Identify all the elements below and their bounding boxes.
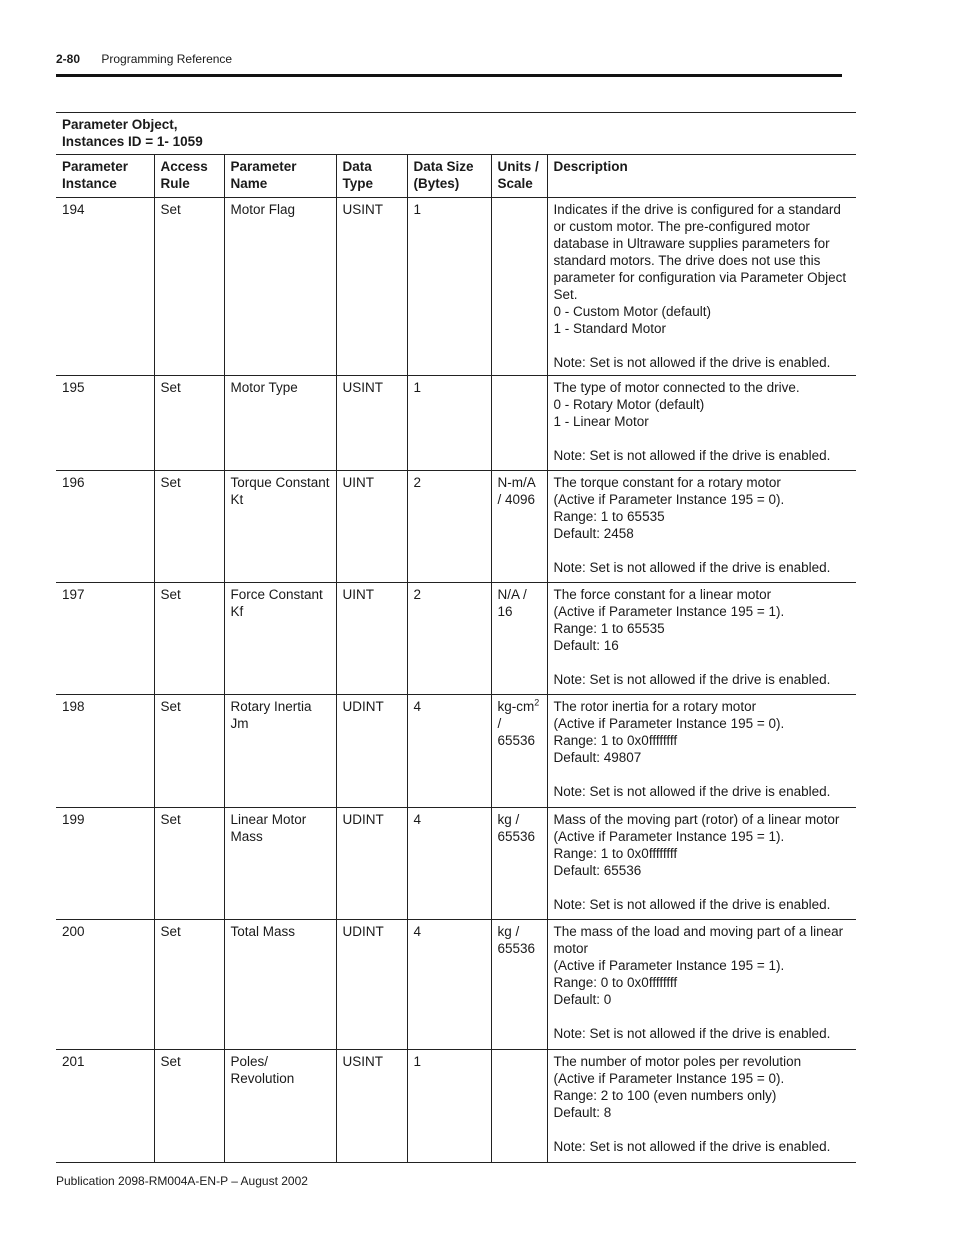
cell-units-scale bbox=[491, 376, 547, 471]
cell-units-scale bbox=[491, 583, 547, 695]
description-line bbox=[554, 1008, 852, 1025]
cell-units-scale bbox=[491, 471, 547, 583]
description-line: Mass of the moving part (rotor) of a linear motor bbox=[553, 812, 840, 827]
cell-parameter-name: Motor Flag bbox=[224, 198, 336, 376]
cell-instance: 200 bbox=[56, 920, 154, 1050]
cell-parameter-name: Motor Type bbox=[224, 376, 336, 471]
cell-description bbox=[547, 920, 856, 1050]
page-header bbox=[56, 52, 232, 66]
cell-data-size: 1 bbox=[407, 198, 491, 376]
cell-instance: 197 bbox=[56, 583, 154, 695]
cell-data-type: UDINT bbox=[336, 808, 407, 920]
cell-description bbox=[547, 695, 856, 808]
cell-data-size: 1 bbox=[407, 1050, 491, 1163]
description-line bbox=[554, 766, 852, 783]
units-superscript: 2 bbox=[534, 697, 540, 708]
table-row bbox=[56, 376, 856, 471]
description-line: Note: Set is not allowed if the drive is enabled. bbox=[553, 355, 831, 370]
table-row bbox=[56, 471, 856, 583]
cell-data-size: 2 bbox=[407, 583, 491, 695]
cell-units-scale bbox=[491, 1050, 547, 1163]
cell-description bbox=[547, 808, 856, 920]
section-title: Programming Reference bbox=[101, 52, 233, 66]
header-rule bbox=[56, 74, 842, 77]
cell-data-size: 4 bbox=[407, 808, 491, 920]
description-line: Default: 16 bbox=[553, 638, 619, 653]
column-header-access: Access Rule bbox=[154, 155, 224, 198]
cell-data-type: USINT bbox=[336, 376, 407, 471]
cell-instance: 195 bbox=[56, 376, 154, 471]
cell-access-rule: Set bbox=[154, 376, 224, 471]
description-line: Note: Set is not allowed if the drive is enabled. bbox=[553, 897, 831, 912]
description-line: Range: 1 to 65535 bbox=[553, 509, 665, 524]
cell-access-rule: Set bbox=[154, 1050, 224, 1163]
description-line: Note: Set is not allowed if the drive is enabled. bbox=[553, 784, 831, 799]
description-line: Default: 65536 bbox=[553, 863, 642, 878]
description-line: Note: Set is not allowed if the drive is enabled. bbox=[553, 448, 831, 463]
description-line: 0 - Rotary Motor (default) bbox=[553, 397, 705, 412]
table-caption bbox=[56, 113, 856, 155]
description-line: The type of motor connected to the drive. bbox=[553, 380, 800, 395]
cell-description bbox=[547, 583, 856, 695]
description-line: Range: 1 to 0x0ffffffff bbox=[553, 733, 678, 748]
parameter-table bbox=[56, 112, 856, 1163]
description-line: Note: Set is not allowed if the drive is enabled. bbox=[553, 672, 831, 687]
cell-data-size: 4 bbox=[407, 695, 491, 808]
table-row bbox=[56, 198, 856, 376]
description-line bbox=[554, 430, 852, 447]
cell-data-type: USINT bbox=[336, 1050, 407, 1163]
caption-line-2: Instances ID = 1- 1059 bbox=[62, 134, 203, 149]
cell-units-scale bbox=[491, 808, 547, 920]
cell-description bbox=[547, 198, 856, 376]
description-line: (Active if Parameter Instance 195 = 1). bbox=[553, 604, 785, 619]
cell-parameter-name: Force Constant Kf bbox=[224, 583, 336, 695]
description-line: 1 - Standard Motor bbox=[553, 321, 667, 336]
cell-data-type: UDINT bbox=[336, 920, 407, 1050]
page-number: 2-80 bbox=[56, 52, 81, 66]
description-line: The mass of the load and moving part of a linear motor bbox=[553, 924, 844, 956]
column-header-instance: Parameter Instance bbox=[56, 155, 154, 198]
cell-parameter-name: Total Mass bbox=[224, 920, 336, 1050]
units-main: kg / 65536 bbox=[497, 812, 536, 844]
cell-units-scale bbox=[491, 695, 547, 808]
table-row bbox=[56, 695, 856, 808]
cell-data-type: UINT bbox=[336, 471, 407, 583]
table-row bbox=[56, 808, 856, 920]
cell-units-scale bbox=[491, 198, 547, 376]
description-line bbox=[554, 1121, 852, 1138]
description-line: The force constant for a linear motor bbox=[553, 587, 772, 602]
column-header-description: Description bbox=[547, 155, 856, 198]
units-main: N/A / 16 bbox=[497, 587, 527, 619]
cell-parameter-name: Rotary Inertia Jm bbox=[224, 695, 336, 808]
description-line: The torque constant for a rotary motor bbox=[553, 475, 781, 490]
description-line: 0 - Custom Motor (default) bbox=[553, 304, 712, 319]
description-line: (Active if Parameter Instance 195 = 1). bbox=[553, 958, 785, 973]
units-main: kg / 65536 bbox=[497, 924, 536, 956]
description-line: Range: 1 to 0x0ffffffff bbox=[553, 846, 678, 861]
cell-access-rule: Set bbox=[154, 198, 224, 376]
table-row bbox=[56, 920, 856, 1050]
cell-access-rule: Set bbox=[154, 695, 224, 808]
description-line: The rotor inertia for a rotary motor bbox=[553, 699, 757, 714]
description-line: (Active if Parameter Instance 195 = 0). bbox=[553, 492, 785, 507]
table-header-row bbox=[56, 155, 856, 198]
cell-instance: 198 bbox=[56, 695, 154, 808]
description-line bbox=[554, 542, 852, 559]
cell-units-scale bbox=[491, 920, 547, 1050]
description-line: Note: Set is not allowed if the drive is enabled. bbox=[553, 1026, 831, 1041]
description-line bbox=[554, 337, 852, 354]
description-line: Range: 1 to 65535 bbox=[553, 621, 665, 636]
cell-data-type: USINT bbox=[336, 198, 407, 376]
description-line: The number of motor poles per revolution bbox=[553, 1054, 802, 1069]
column-header-name: Parameter Name bbox=[224, 155, 336, 198]
cell-instance: 194 bbox=[56, 198, 154, 376]
column-header-units: Units / Scale bbox=[491, 155, 547, 198]
page-footer: Publication 2098-RM004A-EN-P – August 2002 bbox=[56, 1174, 308, 1188]
description-line: Indicates if the drive is configured for a standard or custom motor. The pre-configured motor database in Ultraware supplies parameters for standard motors. The drive does not use this parameter for configuration via Parameter Object Set. bbox=[553, 202, 847, 302]
cell-data-type: UDINT bbox=[336, 695, 407, 808]
description-line: Note: Set is not allowed if the drive is enabled. bbox=[553, 560, 831, 575]
description-line: (Active if Parameter Instance 195 = 0). bbox=[553, 716, 785, 731]
units-main: N-m/A / 4096 bbox=[497, 475, 536, 507]
description-line: Default: 0 bbox=[553, 992, 612, 1007]
units-scale: / 65536 bbox=[497, 716, 536, 748]
cell-description bbox=[547, 471, 856, 583]
cell-description bbox=[547, 376, 856, 471]
units-main: kg-cm bbox=[497, 699, 535, 714]
table-row bbox=[56, 583, 856, 695]
table-row bbox=[56, 1050, 856, 1163]
description-line: Default: 8 bbox=[553, 1105, 612, 1120]
table-body bbox=[56, 198, 856, 1163]
cell-data-size: 4 bbox=[407, 920, 491, 1050]
cell-instance: 196 bbox=[56, 471, 154, 583]
cell-parameter-name: Torque Constant Kt bbox=[224, 471, 336, 583]
description-line: Range: 2 to 100 (even numbers only) bbox=[553, 1088, 777, 1103]
caption-line-1: Parameter Object, bbox=[62, 117, 178, 132]
cell-instance: 201 bbox=[56, 1050, 154, 1163]
description-line: Default: 49807 bbox=[553, 750, 642, 765]
cell-access-rule: Set bbox=[154, 583, 224, 695]
description-line bbox=[554, 654, 852, 671]
description-line: (Active if Parameter Instance 195 = 1). bbox=[553, 829, 785, 844]
cell-description bbox=[547, 1050, 856, 1163]
description-line: Note: Set is not allowed if the drive is enabled. bbox=[553, 1139, 831, 1154]
cell-access-rule: Set bbox=[154, 920, 224, 1050]
cell-access-rule: Set bbox=[154, 471, 224, 583]
cell-parameter-name: Linear Motor Mass bbox=[224, 808, 336, 920]
table-caption-row bbox=[56, 113, 856, 155]
description-line bbox=[554, 879, 852, 896]
column-header-size: Data Size (Bytes) bbox=[407, 155, 491, 198]
cell-data-type: UINT bbox=[336, 583, 407, 695]
cell-data-size: 2 bbox=[407, 471, 491, 583]
column-header-type: Data Type bbox=[336, 155, 407, 198]
description-line: 1 - Linear Motor bbox=[553, 414, 649, 429]
description-line: (Active if Parameter Instance 195 = 0). bbox=[553, 1071, 785, 1086]
cell-instance: 199 bbox=[56, 808, 154, 920]
cell-data-size: 1 bbox=[407, 376, 491, 471]
cell-access-rule: Set bbox=[154, 808, 224, 920]
cell-parameter-name: Poles/ Revolution bbox=[224, 1050, 336, 1163]
description-line: Default: 2458 bbox=[553, 526, 634, 541]
description-line: Range: 0 to 0x0ffffffff bbox=[553, 975, 678, 990]
